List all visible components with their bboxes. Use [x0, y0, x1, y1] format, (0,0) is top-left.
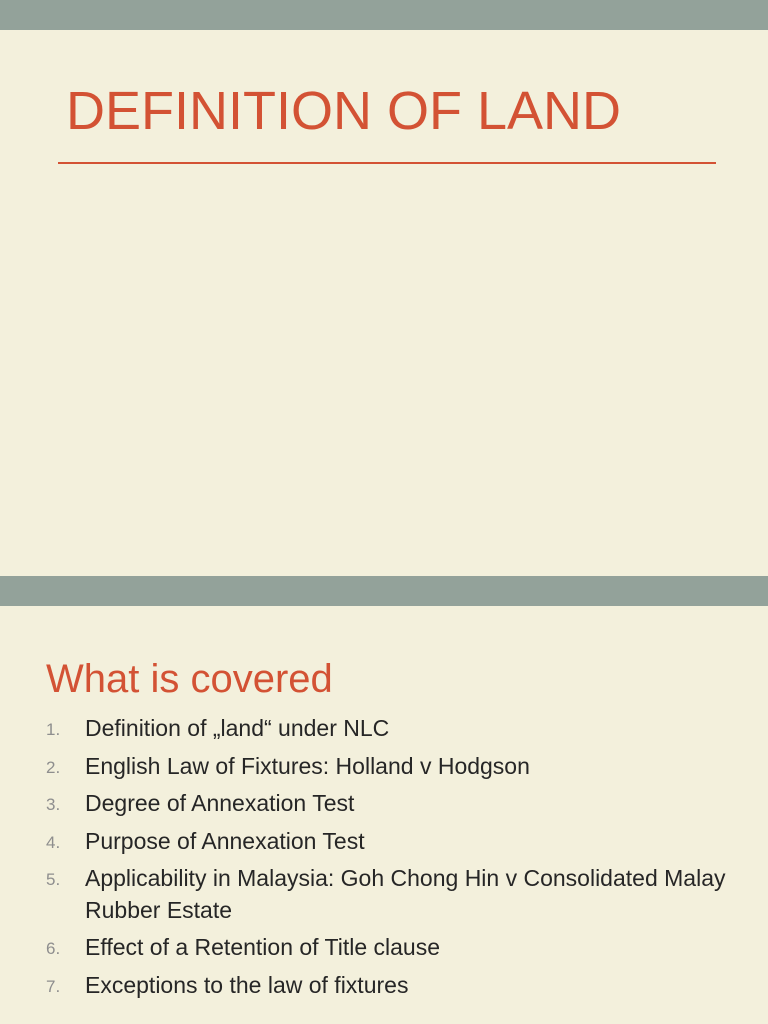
- list-item-text: English Law of Fixtures: Holland v Hodgson: [85, 752, 530, 779]
- list-item-number: 7.: [46, 976, 61, 996]
- topic-list: [0, 713, 768, 1007]
- list-item: [0, 788, 768, 820]
- list-item-text: Effect of a Retention of Title clause: [85, 934, 441, 960]
- list-item: [0, 863, 768, 926]
- list-item-text: Purpose of Annexation Test: [85, 827, 365, 854]
- slide-title-heading: DEFINITION OF LAND: [66, 81, 622, 141]
- list-item-number: 3.: [46, 795, 61, 814]
- list-item: [0, 970, 768, 1002]
- list-item-number: 2.: [46, 757, 61, 777]
- list-item-number: 6.: [46, 939, 61, 958]
- list-item: [0, 751, 768, 783]
- list-item-text: Degree of Annexation Test: [85, 790, 355, 816]
- header-band: [0, 576, 768, 606]
- list-item: [0, 932, 768, 964]
- list-item: [0, 826, 768, 858]
- list-item-number: 5.: [46, 870, 61, 889]
- list-item-text: Applicability in Malaysia: Goh Chong Hin v Consolidated Malay Rubber Estate: [85, 865, 726, 923]
- list-item-number: 4.: [46, 832, 61, 852]
- list-item-number: 1.: [46, 720, 61, 739]
- list-item-text: Exceptions to the law of fixtures: [85, 971, 409, 998]
- list-item-text: Definition of „land“ under NLC: [85, 715, 390, 741]
- title-underline: [58, 162, 716, 164]
- contents-heading: What is covered: [46, 657, 333, 701]
- list-item: [0, 713, 768, 745]
- slide-contents: [0, 576, 768, 1024]
- header-band: [0, 0, 768, 30]
